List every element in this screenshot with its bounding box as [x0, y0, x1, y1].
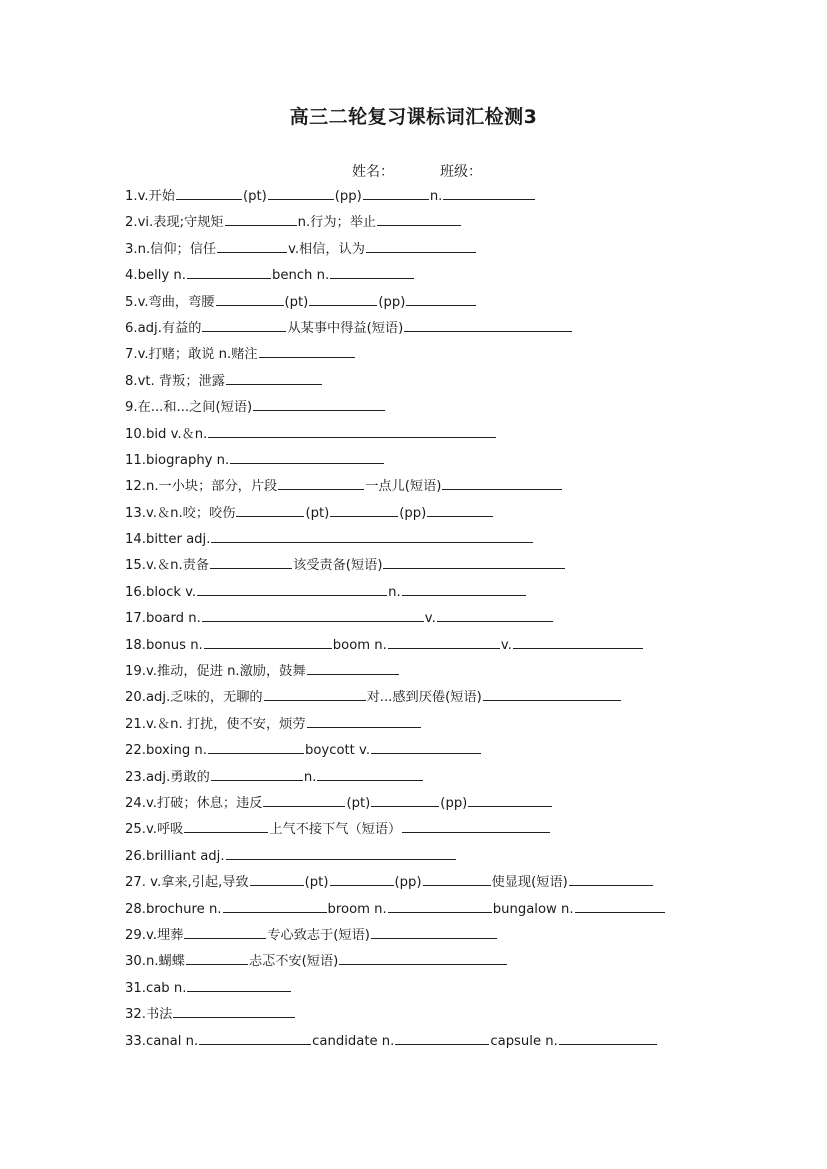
question-line — [125, 501, 745, 527]
question-text: 忐忑不安(短语) — [248, 954, 339, 970]
question-text: 18.bonus n. — [125, 637, 203, 653]
answer-blank[interactable] — [307, 715, 421, 728]
question-line — [125, 606, 745, 632]
question-text: 23.adj.勇敢的 — [125, 769, 210, 785]
answer-blank[interactable] — [210, 556, 292, 569]
answer-blank[interactable] — [395, 1032, 489, 1045]
question-text: 对...感到厌倦(短语) — [366, 690, 482, 706]
question-text: capsule n. — [490, 1033, 558, 1049]
question-line — [125, 1002, 745, 1028]
answer-blank[interactable] — [259, 345, 355, 358]
question-text: v. — [500, 637, 512, 653]
answer-blank[interactable] — [253, 398, 385, 411]
question-text: 31.cab n. — [125, 980, 187, 996]
answer-blank[interactable] — [187, 979, 291, 992]
answer-blank[interactable] — [483, 688, 621, 701]
question-text: (pt) — [346, 795, 371, 811]
question-line — [125, 580, 745, 606]
answer-blank[interactable] — [427, 504, 493, 517]
question-text: 13.v.＆n.咬；咬伤 — [125, 505, 236, 521]
question-text: 7.v.打赌；敢说 n.赌注 — [125, 347, 258, 363]
answer-blank[interactable] — [202, 319, 286, 332]
question-text: broom n. — [327, 901, 387, 917]
answer-blank[interactable] — [371, 794, 439, 807]
question-text: (pp) — [394, 875, 422, 891]
answer-blank[interactable] — [217, 240, 287, 253]
answer-blank[interactable] — [317, 768, 423, 781]
answer-blank[interactable] — [184, 926, 266, 939]
question-text: n. — [429, 189, 443, 204]
question-text: n.行为；举止 — [297, 215, 377, 231]
answer-blank[interactable] — [388, 900, 492, 913]
question-text: (pp) — [440, 795, 468, 811]
question-line — [125, 659, 745, 685]
question-text: v. — [424, 611, 436, 627]
answer-blank[interactable] — [383, 556, 565, 569]
answer-blank[interactable] — [263, 794, 345, 807]
question-text: 15.v.＆n.责备 — [125, 558, 210, 574]
answer-blank[interactable] — [184, 820, 268, 833]
answer-blank[interactable] — [569, 873, 653, 886]
answer-blank[interactable] — [230, 451, 384, 464]
answer-blank[interactable] — [268, 187, 334, 200]
question-line — [125, 342, 745, 368]
question-text: bungalow n. — [492, 901, 574, 917]
answer-blank[interactable] — [575, 900, 665, 913]
question-text: 10.bid v.＆n. — [125, 426, 208, 442]
question-text: 11.biography n. — [125, 452, 230, 468]
question-text: 14.bitter adj. — [125, 532, 211, 548]
answer-blank[interactable] — [309, 293, 377, 306]
question-text: 12.n.一小块；部分，片段 — [125, 479, 278, 495]
answer-blank[interactable] — [402, 820, 550, 833]
question-line — [125, 474, 745, 500]
answer-blank[interactable] — [363, 187, 429, 200]
question-line — [125, 817, 745, 843]
question-text: 26.brilliant adj. — [125, 848, 225, 864]
question-text: 该受责备(短语) — [293, 558, 383, 574]
answer-blank[interactable] — [307, 662, 399, 675]
question-text: 33.canal n. — [125, 1033, 199, 1049]
answer-blank[interactable] — [211, 768, 303, 781]
question-line — [125, 316, 745, 342]
question-line — [125, 263, 745, 289]
question-text: 24.v.打破；休息；违反 — [125, 795, 263, 811]
answer-blank[interactable] — [208, 425, 496, 438]
question-text: 17.board n. — [125, 611, 201, 627]
question-line — [125, 949, 745, 975]
answer-blank[interactable] — [513, 636, 643, 649]
question-text: 29.v.埋葬 — [125, 927, 184, 943]
answer-blank[interactable] — [264, 688, 366, 701]
question-text: 27. v.拿来,引起,导致 — [125, 875, 249, 891]
question-text: 1.v.开始 — [125, 189, 175, 204]
question-line — [125, 685, 745, 711]
question-line — [125, 553, 745, 579]
question-text: (pp) — [399, 505, 427, 521]
question-text: candidate n. — [312, 1033, 395, 1049]
question-line — [125, 712, 745, 738]
question-text: bench n. — [271, 268, 330, 284]
answer-blank[interactable] — [330, 266, 414, 279]
answer-blank[interactable] — [339, 952, 507, 965]
question-text: (pt) — [284, 294, 309, 310]
answer-blank[interactable] — [173, 1005, 295, 1018]
question-text: 3.n.信仰；信任 — [125, 241, 217, 257]
question-line — [125, 633, 745, 659]
answer-blank[interactable] — [443, 187, 535, 200]
question-text: 专心致志于(短语) — [267, 927, 370, 943]
question-text: 32.书法 — [125, 1007, 173, 1023]
question-text: 28.brochure n. — [125, 901, 222, 917]
question-text: boom n. — [332, 637, 387, 653]
answer-blank[interactable] — [423, 873, 491, 886]
question-text: (pt) — [305, 505, 330, 521]
answer-blank[interactable] — [330, 504, 398, 517]
answer-blank[interactable] — [404, 319, 572, 332]
question-line — [125, 290, 745, 316]
answer-blank[interactable] — [199, 1032, 311, 1045]
answer-blank[interactable] — [208, 741, 304, 754]
answer-blank[interactable] — [226, 372, 322, 385]
question-line — [125, 1029, 745, 1055]
question-text: 19.v.推动，促进 n.激励，鼓舞 — [125, 664, 306, 680]
answer-blank[interactable] — [377, 213, 461, 226]
answer-blank[interactable] — [468, 794, 552, 807]
question-text: 8.vt. 背叛；泄露 — [125, 373, 225, 389]
question-line — [125, 184, 745, 210]
question-line — [125, 448, 745, 474]
question-line — [125, 738, 745, 764]
question-text: (pp) — [334, 189, 362, 204]
question-text: 4.belly n. — [125, 268, 186, 284]
question-line — [125, 844, 745, 870]
question-text: n. — [388, 584, 401, 600]
answer-blank[interactable] — [406, 293, 476, 306]
answer-blank[interactable] — [204, 636, 332, 649]
answer-blank[interactable] — [388, 636, 500, 649]
question-text: 使显现(短语) — [491, 875, 568, 891]
answer-blank[interactable] — [202, 609, 424, 622]
name-label: 姓名： — [352, 164, 394, 180]
question-line — [125, 791, 745, 817]
answer-blank[interactable] — [437, 609, 553, 622]
question-line — [125, 422, 745, 448]
question-line — [125, 395, 745, 421]
question-line — [125, 976, 745, 1002]
question-line — [125, 369, 745, 395]
question-text: 20.adj.乏味的，无聊的 — [125, 690, 263, 706]
question-text: 6.adj.有益的 — [125, 320, 202, 336]
question-text: 一点儿(短语) — [365, 479, 442, 495]
answer-blank[interactable] — [211, 530, 533, 543]
question-text: 5.v.弯曲，弯腰 — [125, 294, 215, 310]
answer-blank[interactable] — [236, 504, 304, 517]
answer-blank[interactable] — [216, 293, 284, 306]
question-line — [125, 923, 745, 949]
question-text: 从某事中得益(短语) — [287, 320, 404, 336]
answer-blank[interactable] — [330, 873, 394, 886]
answer-blank[interactable] — [442, 477, 562, 490]
question-line — [125, 870, 745, 896]
question-text: boycott v. — [304, 743, 371, 759]
answer-blank[interactable] — [176, 187, 242, 200]
question-text: v.相信，认为 — [288, 241, 365, 257]
page-title: 高三二轮复习课标词汇检测3 — [289, 106, 538, 128]
answer-blank[interactable] — [371, 926, 497, 939]
question-text: 30.n.蝴蝶 — [125, 954, 185, 970]
answer-blank[interactable] — [250, 873, 304, 886]
question-text: (pt) — [304, 875, 329, 891]
answer-blank[interactable] — [402, 583, 526, 596]
question-text: 上气不接下气（短语） — [269, 822, 402, 838]
answer-blank[interactable] — [278, 477, 364, 490]
question-line — [125, 897, 745, 923]
question-text: (pp) — [378, 294, 406, 310]
question-text: 22.boxing n. — [125, 743, 207, 759]
question-text: 25.v.呼吸 — [125, 822, 184, 838]
question-line — [125, 210, 745, 236]
answer-blank[interactable] — [223, 900, 327, 913]
question-text: 9.在...和...之间(短语) — [125, 400, 253, 416]
answer-blank[interactable] — [366, 240, 476, 253]
question-line — [125, 237, 745, 263]
question-text: 21.v.＆n. 打扰，使不安，烦劳 — [125, 716, 306, 732]
question-text: 2.vi.表现;守规矩 — [125, 215, 224, 231]
class-label: 班级： — [440, 164, 482, 180]
question-line — [125, 765, 745, 791]
answer-blank[interactable] — [187, 266, 271, 279]
question-text: n. — [303, 769, 317, 785]
answer-blank[interactable] — [371, 741, 481, 754]
question-list — [125, 184, 745, 1055]
question-line — [125, 527, 745, 553]
answer-blank[interactable] — [225, 213, 297, 226]
answer-blank[interactable] — [559, 1032, 657, 1045]
answer-blank[interactable] — [186, 952, 248, 965]
student-info — [352, 161, 482, 181]
answer-blank[interactable] — [226, 847, 456, 860]
question-text: (pt) — [242, 189, 267, 204]
answer-blank[interactable] — [197, 583, 387, 596]
question-text: 16.block v. — [125, 584, 197, 600]
